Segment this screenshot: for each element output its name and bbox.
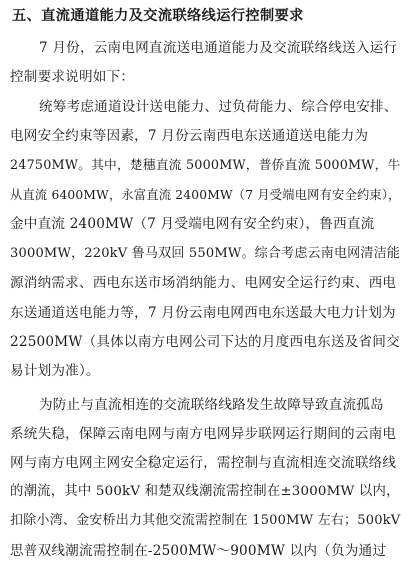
paragraph-line: 思普双线潮流需控制在-2500MW～900MW 以内（负为通过 <box>10 543 387 559</box>
paragraph-line: 从直流 6400MW，永富直流 2400MW（7 月受端电网有安全约束）， <box>10 188 401 202</box>
paragraph-line: 为防止与直流相连的交流联络线路发生故障导致直流孤岛 <box>39 397 384 413</box>
paragraph-line: 网与南方电网主网安全稳定运行，需控制与直流相连交流联络线 <box>10 455 397 471</box>
paragraph-line: 统筹考虑通道设计送电能力、过负荷能力、综合停电安排、 <box>39 99 398 115</box>
paragraph-line: 系统失稳，保障云南电网与南方电网异步联网运行期间的云南电 <box>10 426 397 442</box>
paragraph-line: 电网安全约束等因素，7 月份云南西电东送通道送电能力为 <box>10 128 369 144</box>
paragraph-line: 7 月份，云南电网直流送电通道能力及交流联络线送入运行 <box>39 40 398 56</box>
paragraph-line: 的潮流，其中 500kV 和楚双线潮流需控制在±3000MW 以内， <box>10 484 400 499</box>
section-heading: 五、直流通道能力及交流联络线运行控制要求 <box>12 8 304 24</box>
paragraph-line: 3000MW，220kV 鲁马双回 550MW。综合考虑云南电网清洁能 <box>10 246 401 261</box>
paragraph-line: 源消纳需求、西电东送市场消纳能力、电网安全运行约束、西电 <box>10 275 397 291</box>
paragraph-line: 东送通道送电能力等，7 月份云南电网西电东送最大电力计划为 <box>10 305 396 321</box>
paragraph-line: 扣除小湾、金安桥出力其他交流需控制在 1500MW 左右；500kV <box>10 513 401 528</box>
paragraph-line: 22500MW（具体以南方电网公司下达的月度西电东送及省间交 <box>10 334 400 350</box>
paragraph-line: 控制要求说明如下： <box>10 69 135 85</box>
paragraph-line: 24750MW。其中，楚穗直流 5000MW，普侨直流 5000MW，牛 <box>10 158 401 173</box>
paragraph-line: 金中直流 2400MW（7 月受端电网有安全约束），鲁西直流 <box>10 216 375 232</box>
paragraph-line: 易计划为准）。 <box>10 363 100 379</box>
